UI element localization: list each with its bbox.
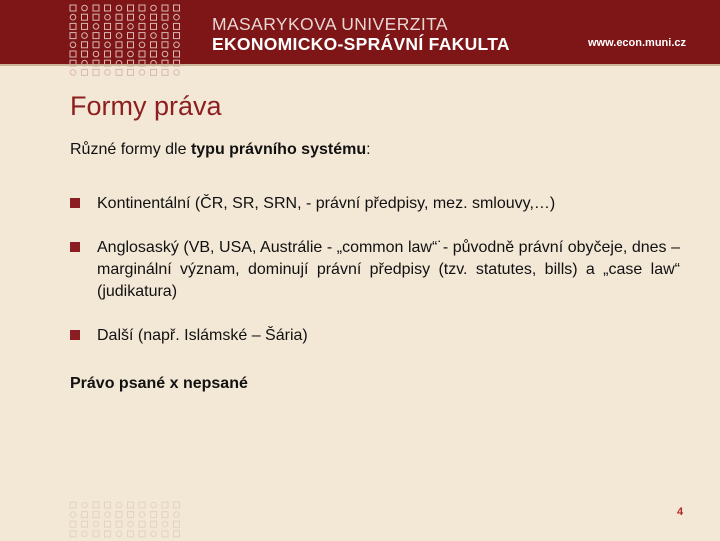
logo-pattern-cell	[128, 14, 134, 20]
logo-pattern-cell	[174, 502, 180, 508]
logo-pattern-cell	[82, 531, 88, 537]
logo-pattern-cell	[116, 5, 122, 11]
logo-pattern-cell	[70, 70, 76, 76]
square-bullet-icon	[70, 242, 80, 252]
logo-pattern-cell	[174, 33, 180, 39]
logo-pattern-cell	[162, 512, 168, 518]
logo-pattern-cell	[151, 23, 157, 29]
logo-pattern-cell	[93, 502, 99, 508]
header-bar	[0, 0, 720, 64]
logo-pattern-cell	[174, 23, 180, 29]
logo-pattern-cell	[128, 531, 134, 537]
logo-pattern-cell	[70, 42, 76, 48]
logo-pattern-cell	[174, 521, 180, 527]
logo-pattern-cell	[70, 512, 76, 518]
logo-pattern-cell	[139, 5, 145, 11]
logo-pattern-cell	[116, 42, 122, 48]
logo-pattern-cell	[82, 69, 88, 75]
logo-pattern-cell	[174, 42, 180, 48]
logo-pattern-cell	[174, 531, 180, 537]
logo-pattern-cell	[70, 51, 76, 57]
logo-pattern-cell	[116, 521, 122, 527]
logo-pattern-cell	[162, 502, 168, 508]
logo-pattern-cell	[70, 502, 76, 508]
logo-pattern-cell	[105, 42, 111, 48]
logo-pattern-cell	[116, 69, 122, 75]
logo-pattern-cell	[93, 14, 99, 20]
logo-pattern-cell	[151, 14, 157, 20]
logo-pattern-cell	[151, 69, 157, 75]
logo-pattern-cell	[139, 502, 145, 508]
logo-pattern-cell	[174, 70, 180, 76]
logo-pattern-cell	[139, 42, 145, 48]
logo-pattern-cell	[82, 521, 88, 527]
logo-pattern-cell	[105, 502, 111, 508]
logo-pattern-cell	[70, 521, 76, 527]
logo-pattern-cell	[105, 23, 111, 29]
logo-pattern-cell	[139, 23, 145, 29]
logo-pattern-cell	[162, 42, 168, 48]
logo-pattern-cell	[82, 5, 88, 11]
logo-pattern-cell	[93, 521, 99, 527]
logo-pattern-cell	[116, 51, 122, 57]
logo-pattern-cell	[139, 51, 145, 57]
logo-pattern-cell	[105, 33, 111, 39]
logo-pattern-cell	[128, 24, 134, 30]
slide-title: Formy práva	[70, 91, 222, 121]
logo-pattern-cell	[139, 33, 145, 39]
logo-pattern-cell	[162, 69, 168, 75]
logo-pattern-cell	[162, 33, 168, 39]
logo-pattern-cell	[128, 512, 134, 518]
logo-pattern-cell	[82, 51, 88, 57]
logo-pattern-cell	[174, 5, 180, 11]
logo-pattern-cell	[116, 23, 122, 29]
logo-pattern-cell	[105, 521, 111, 527]
intro-prefix: Různé formy dle	[70, 141, 191, 158]
logo-pattern-cell	[162, 14, 168, 20]
logo-pattern-cell	[174, 14, 180, 20]
logo-pattern-cell	[151, 512, 157, 518]
logo-pattern-cell	[82, 502, 88, 508]
logo-pattern-cell	[139, 521, 145, 527]
logo-pattern-cell	[174, 51, 180, 57]
faculty-name: EKONOMICKO-SPRÁVNÍ FAKULTA	[212, 34, 510, 54]
logo-pattern-cell	[93, 33, 99, 39]
logo-pattern-cell	[151, 42, 157, 48]
logo-pattern-cell	[116, 33, 122, 39]
logo-pattern-cell	[93, 69, 99, 75]
bullet-text: Kontinentální (ČR, SR, SRN, - právní předpisy, mez. smlouvy,…)	[97, 195, 556, 212]
logo-pattern-cell	[151, 33, 157, 39]
bullet-continental	[70, 193, 680, 215]
logo-pattern-cell	[162, 24, 168, 30]
logo-pattern-cell	[162, 51, 168, 57]
page-number: 4	[677, 506, 684, 518]
bullet-text: Další (např. Islámské – Šária)	[97, 327, 308, 344]
logo-pattern-cell	[70, 14, 76, 20]
logo-pattern-cell	[128, 51, 134, 57]
logo-pattern-cell	[93, 42, 99, 48]
logo-pattern-cell	[116, 14, 122, 20]
logo-pattern-cell	[70, 531, 76, 537]
intro-line	[70, 139, 680, 161]
university-logo-pattern	[68, 3, 188, 79]
logo-pattern-cell	[128, 33, 134, 39]
logo-pattern-cell	[105, 14, 111, 20]
logo-pattern-cell	[70, 5, 76, 11]
logo-pattern-cell	[139, 512, 145, 518]
university-name: MASARYKOVA UNIVERZITA	[212, 14, 448, 34]
logo-pattern-cell	[116, 531, 122, 537]
logo-pattern-cell	[162, 5, 168, 11]
logo-pattern-cell	[93, 531, 99, 537]
written-unwritten-note: Právo psané x nepsané	[70, 375, 248, 392]
square-bullet-icon	[70, 198, 80, 208]
logo-pattern-cell	[151, 5, 157, 11]
logo-pattern-cell	[82, 42, 88, 48]
logo-pattern-cell	[139, 70, 145, 76]
logo-pattern-cell	[93, 5, 99, 11]
logo-pattern-cell	[93, 24, 99, 30]
logo-pattern-cell	[139, 531, 145, 537]
logo-pattern-cell	[128, 69, 134, 75]
intro-emphasis: typu právního systému	[190, 141, 367, 158]
logo-pattern-cell	[82, 14, 88, 20]
logo-pattern-cell	[128, 521, 134, 527]
logo-pattern-cell	[93, 51, 99, 57]
logo-pattern-cell	[128, 502, 134, 508]
slide-content	[70, 139, 680, 395]
logo-pattern-cell	[128, 42, 134, 48]
logo-pattern-cell	[82, 33, 88, 39]
website-url: www.econ.muni.cz	[588, 37, 686, 49]
logo-pattern-cell	[70, 33, 76, 39]
logo-pattern-cell	[105, 512, 111, 518]
logo-pattern-cell	[105, 70, 111, 76]
logo-pattern-cell	[151, 521, 157, 527]
logo-pattern-cell	[151, 531, 157, 537]
logo-pattern-cell	[162, 521, 168, 527]
footer-logo-pattern	[68, 499, 188, 541]
logo-pattern-cell	[116, 512, 122, 518]
logo-pattern-cell	[174, 512, 180, 518]
logo-pattern-cell	[105, 5, 111, 11]
logo-pattern-cell	[151, 51, 157, 57]
bullet-anglo-saxon	[70, 237, 680, 303]
logo-pattern-cell	[128, 5, 134, 11]
logo-pattern-cell	[105, 51, 111, 57]
logo-pattern-cell	[116, 502, 122, 508]
bullet-text: Anglosaský (VB, USA, Austrálie - „common law“˙- původně právní obyčeje, dnes – marginální význam, dominují právní předpisy (tzv. statutes, bills) a „case law“ (judikatura)	[97, 239, 680, 300]
logo-pattern-cell	[70, 23, 76, 29]
square-bullet-icon	[70, 330, 80, 340]
logo-pattern-cell	[162, 531, 168, 537]
bullet-other	[70, 325, 680, 347]
logo-pattern-cell	[82, 23, 88, 29]
logo-pattern-cell	[93, 512, 99, 518]
logo-pattern-cell	[151, 502, 157, 508]
header-divider	[0, 64, 720, 66]
intro-suffix: :	[366, 141, 371, 158]
logo-pattern-cell	[139, 14, 145, 20]
logo-pattern-cell	[105, 531, 111, 537]
logo-pattern-cell	[82, 512, 88, 518]
